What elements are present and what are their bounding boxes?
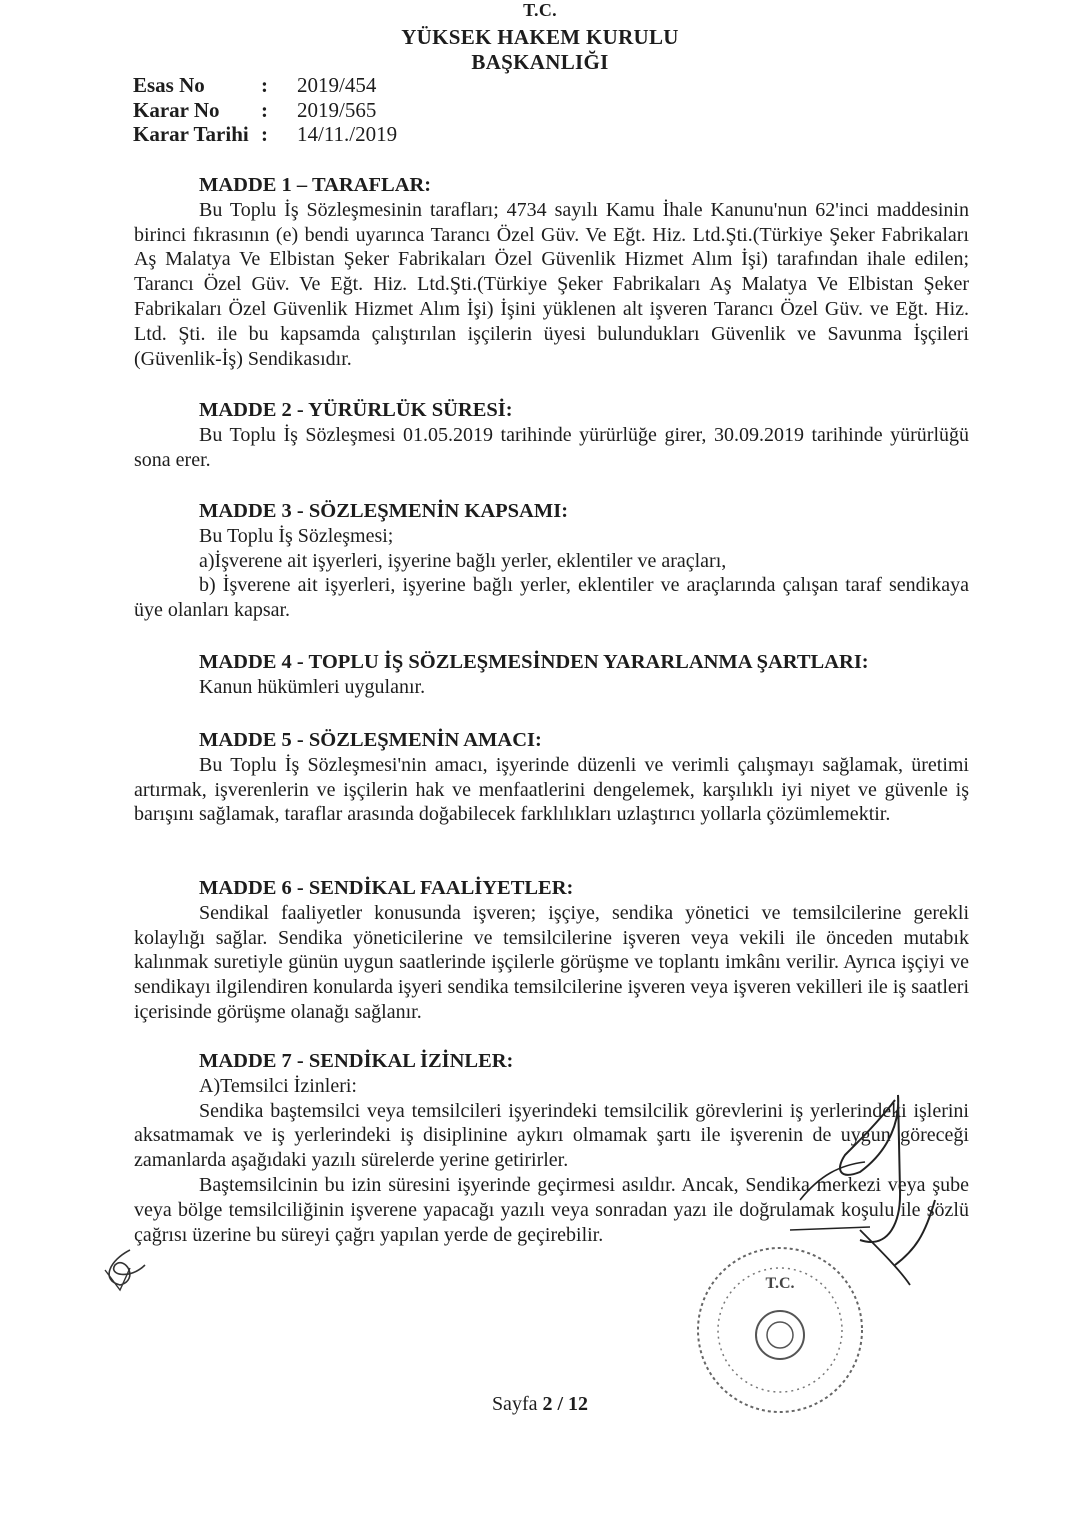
article-5	[134, 728, 969, 827]
article-paragraph: Bu Toplu İş Sözleşmesi'nin amacı, işyerinde düzenli ve verimli çalışmayı sağlamak, üretimi artırmak, işverenlerin ve işçilerin hak ve menfaatlerini dengelemek, karşılıklı iyi niyet ve güvenle iş barışını sağlamak, taraflar arasında doğabilecek farklılıkları uzlaştırıcı yollarla çözümlemektir.	[134, 753, 969, 826]
article-paragraph: Bu Toplu İş Sözleşmesinin tarafları; 4734 sayılı Kamu İhale Kanunu'nun 62'inci maddesinin birinci fıkrasının (e) bendi uyarınca Tarancı Özel Güv. Ve Eğt. Hiz. Ltd.Şti.(Türkiye Şeker Fabrikaları Aş Malatya Ve Elbistan Şeker Fabrikaları Özel Güvenlik Hizmet Alım İşi) tarafından ihale edilen; Tarancı Özel Güv. Ve Eğt. Hiz. Ltd.Şti.(Türkiye Şeker Fabrikaları Aş Malatya Ve Elbistan Şeker Fabrikaları Özel Güvenlik Hizmet Alım İşi) İşini yüklenen alt işveren Tarancı Özel Güv. ve Eğt. Hiz. Ltd. Şti. ile bu kapsamda çalıştırılan işçilerin üyesi bulundukları Güvenlik ve Savunma İşçileri (Güvenlik-İş) Sendikasıdır.	[134, 198, 969, 370]
article-title: MADDE 7 - SENDİKAL İZİNLER:	[199, 1050, 514, 1072]
page-label: Sayfa	[491, 1393, 538, 1415]
article-title: MADDE 5 - SÖZLEŞMENİN AMACI:	[199, 729, 542, 751]
article-paragraph: Bu Toplu İş Sözleşmesi 01.05.2019 tarihinde yürürlüğe girer, 30.09.2019 tarihinde yürürlüğü sona erer.	[134, 423, 969, 471]
article-paragraph: Bu Toplu İş Sözleşmesi;	[199, 524, 394, 547]
meta-value: 2019/565	[297, 98, 377, 122]
article-paragraph: b) İşverene ait işyerleri, işyerine bağlı yerler, eklentiler ve araçlarında çalışan taraf sendikaya üye olanları kapsar.	[134, 574, 969, 622]
article-title: MADDE 3 - SÖZLEŞMENİN KAPSAMI:	[199, 500, 569, 522]
article-subtitle: A)Temsilci İzinleri:	[199, 1074, 357, 1097]
meta-label: Karar No	[133, 98, 220, 122]
meta-separator: :	[261, 122, 268, 146]
article-title: MADDE 4 - TOPLU İŞ SÖZLEŞMESİNDEN YARARLANMA ŞARTLARI:	[199, 651, 869, 673]
article-paragraph: Sendika baştemsilci veya temsilcileri işyerindeki temsilcilik görevlerini iş yerlerindeki işlerini aksatmamak ve iş yerlerindeki iş disiplinine aykırı olmamak şartı ile işverenin de uygun göreceği zamanlarda aşağıdaki yazılı sürelerde yerine getirirler.	[134, 1099, 969, 1172]
header-tc: T.C.	[523, 0, 557, 20]
article-paragraph: a)İşverene ait işyerleri, işyerine bağlı yerler, eklentiler ve araçları,	[199, 549, 727, 572]
article-paragraph: Baştemsilcinin bu izin süresini işyerinde geçirmesi asıldır. Ancak, Sendika merkezi veya şube veya bölge temsilciliğinin işverene yapacağı yazılı veya sonradan yazı ile doğrulamak koşulu ile sözlü çağrısı üzerine bu süreyi çağrı yapılan yerde de geçirebilir.	[134, 1173, 969, 1246]
article-6	[134, 876, 969, 1025]
meta-value: 14/11./2019	[297, 122, 398, 146]
article-title: MADDE 2 - YÜRÜRLÜK SÜRESİ:	[199, 399, 513, 421]
article-title: MADDE 1 – TARAFLAR:	[199, 174, 432, 196]
meta-esas-no	[133, 73, 376, 98]
meta-separator: :	[261, 98, 268, 122]
article-3	[134, 499, 969, 623]
meta-karar-no	[133, 98, 376, 123]
meta-karar-tarihi	[133, 122, 397, 147]
page-separator: /	[557, 1393, 564, 1415]
meta-separator: :	[261, 73, 268, 97]
page-number: 2	[542, 1393, 553, 1415]
article-1	[134, 173, 969, 371]
article-paragraph: Kanun hükümleri uygulanır.	[199, 675, 426, 698]
article-2	[134, 398, 969, 472]
article-title: MADDE 6 - SENDİKAL FAALİYETLER:	[199, 877, 574, 899]
meta-label: Esas No	[133, 73, 205, 97]
header-department: BAŞKANLIĞI	[471, 50, 609, 74]
header-institution: YÜKSEK HAKEM KURULU	[401, 25, 679, 49]
article-paragraph: Sendikal faaliyetler konusunda işveren; işçiye, sendika yönetici ve temsilcilerine gerekli kolaylığı sağlar. Sendika yöneticilerine ve temsilcilerine işveren veya vekili ile önceden mutabık kalınmak suretiyle günün uygun saatlerinde işçilerle görüşme ve toplantı imkânı verilir. Ayrıca işçiyi ve sendikayı ilgilendiren konularda işyeri sendika temsilcilerine işveren veya işveren vekilleri ile iş saatleri içerisinde görüşme olanağı sağlanır.	[134, 901, 969, 1023]
seal-text: T.C.	[765, 1275, 795, 1292]
page-total: 12	[568, 1393, 589, 1415]
page-footer	[0, 1393, 1080, 1416]
meta-value: 2019/454	[297, 73, 377, 97]
meta-label: Karar Tarihi	[133, 122, 249, 146]
article-4	[134, 650, 969, 700]
